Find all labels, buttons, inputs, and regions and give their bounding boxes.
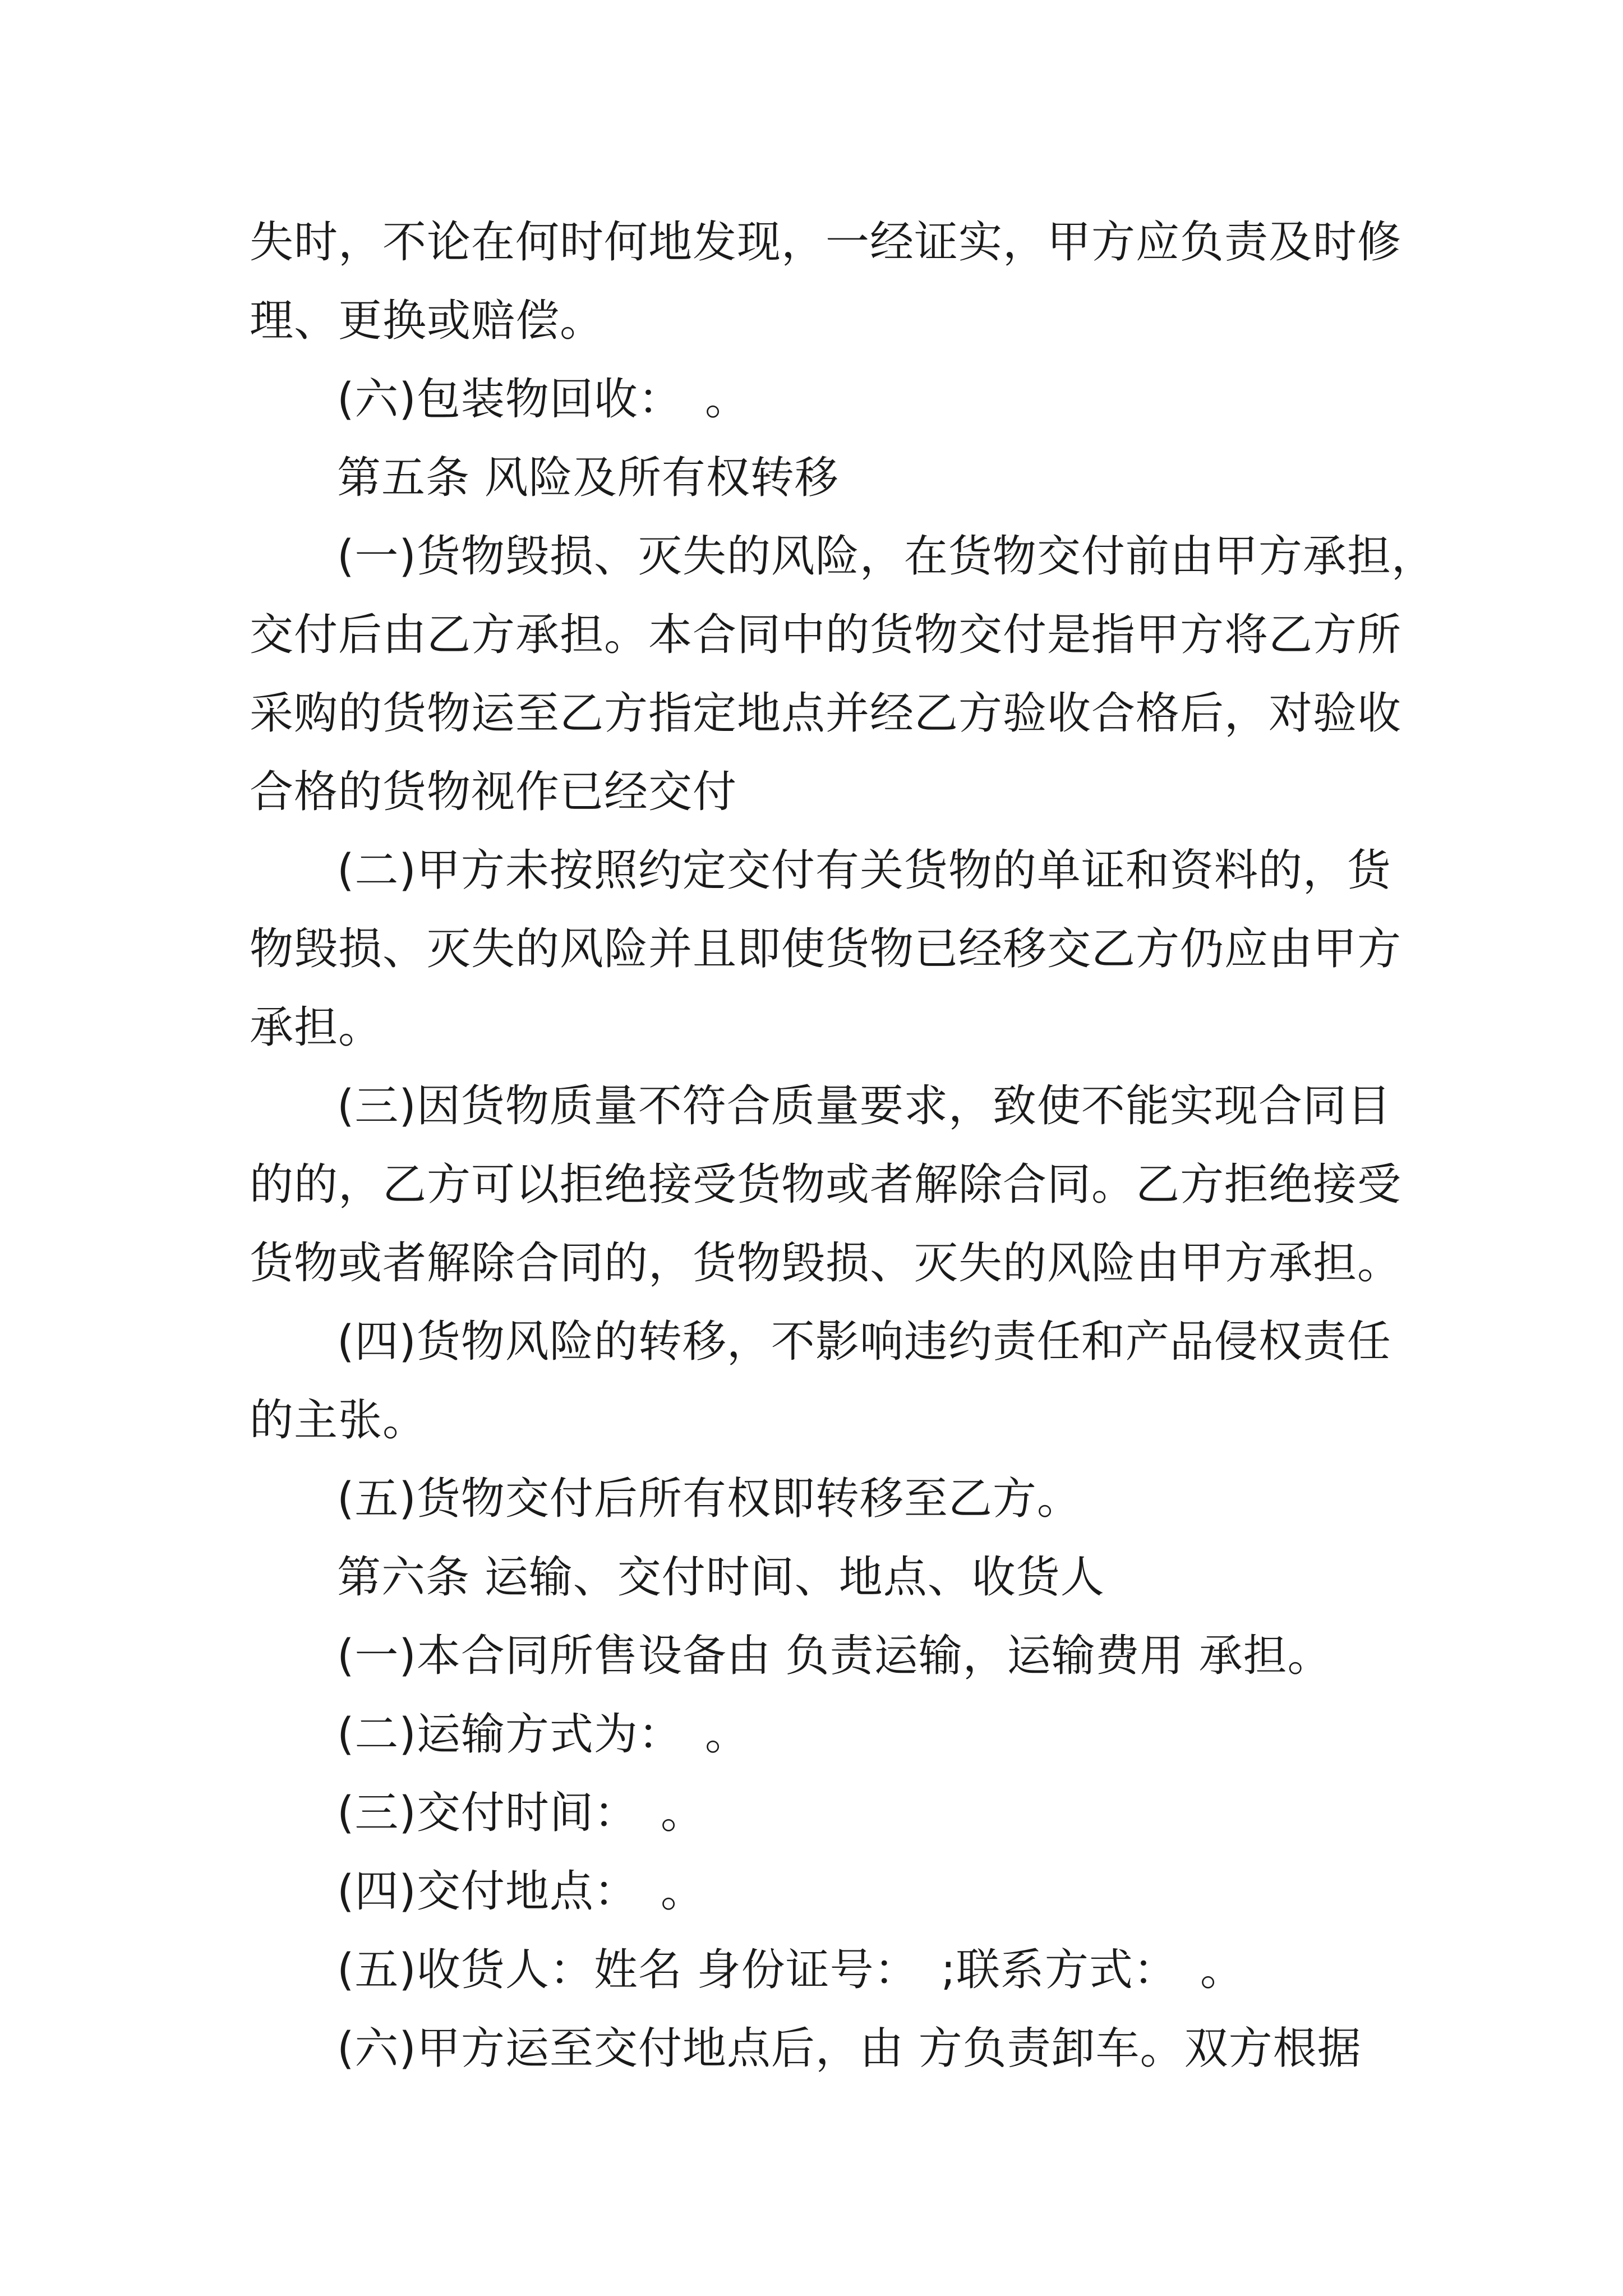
- text-line: (二)运输方式为： 。: [337, 1709, 749, 1760]
- text-line: (一)本合同所售设备由 负责运输，运输费用 承担。: [337, 1631, 1332, 1681]
- text-line: (六)甲方运至交付地点后，由 方负责卸车。双方根据: [337, 2023, 1362, 2074]
- text-line: 采购的货物运至乙方指定地点并经乙方验收合格后，对验收: [250, 688, 1402, 739]
- text-line: (二)甲方未按照约定交付有关货物的单证和资料的，货: [337, 845, 1391, 896]
- text-line: 理、更换或赔偿。: [250, 296, 605, 346]
- section-heading: 第五条 风险及所有权转移: [337, 453, 839, 503]
- text-line: (六)包装物回收： 。: [337, 374, 749, 425]
- text-line: (四)交付地点： 。: [337, 1866, 705, 1917]
- document-body: [250, 203, 1436, 2088]
- text-line: (五)货物交付后所有权即转移至乙方。: [337, 1474, 1081, 1524]
- text-line: 货物或者解除合同的，货物毁损、灭失的风险由甲方承担。: [250, 1238, 1402, 1289]
- text-line: 合格的货物视作已经交付: [250, 767, 737, 817]
- text-line: (三)交付时间： 。: [337, 1788, 705, 1838]
- text-line: 交付后由乙方承担。本合同中的货物交付是指甲方将乙方所: [250, 610, 1402, 660]
- text-line: 承担。: [250, 1002, 383, 1053]
- section-heading: 第六条 运输、交付时间、地点、收货人: [337, 1552, 1105, 1603]
- text-line: 的的，乙方可以拒绝接受货物或者解除合同。乙方拒绝接受: [250, 1159, 1402, 1210]
- text-line: 物毁损、灭失的风险并且即使货物已经移交乙方仍应由甲方: [250, 924, 1402, 974]
- text-line: (三)因货物质量不符合质量要求，致使不能实现合同目: [337, 1081, 1391, 1131]
- text-line: (一)货物毁损、灭失的风险，在货物交付前由甲方承担，: [337, 531, 1436, 582]
- text-line: (四)货物风险的转移，不影响违约责任和产品侵权责任: [337, 1317, 1391, 1367]
- text-line: (五)收货人：姓名 身份证号： ;联系方式： 。: [337, 1945, 1244, 1995]
- text-line: 失时，不论在何时何地发现，一经证实，甲方应负责及时修: [250, 217, 1402, 268]
- text-line: 的主张。: [250, 1395, 427, 1446]
